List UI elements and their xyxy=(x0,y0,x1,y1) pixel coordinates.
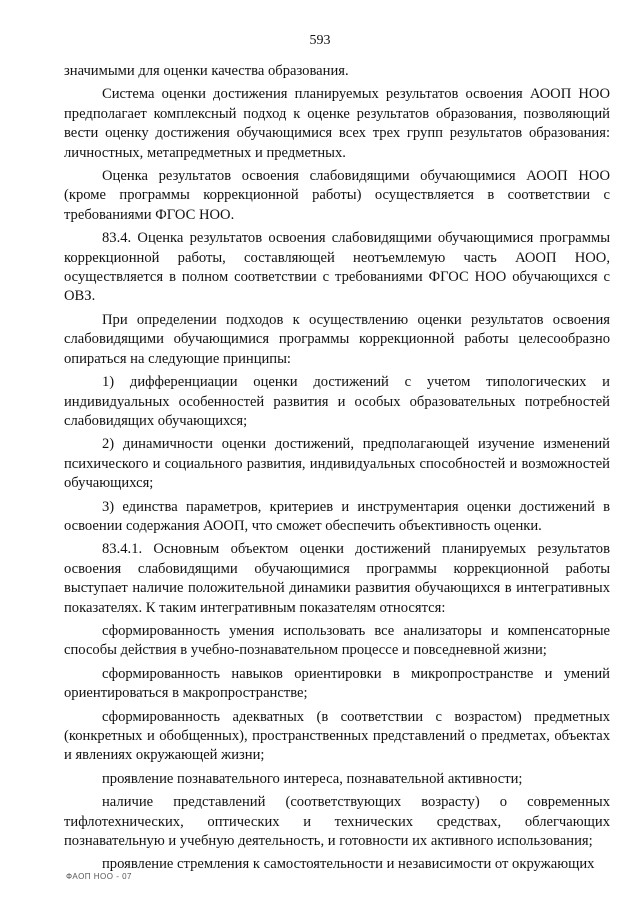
list-item: 1) дифференциации оценки достижений с учетом типологических и индивидуальных особенностей развития и особых образовательных потребностей слабовидящих обучающихся; xyxy=(64,374,610,429)
paragraph: Система оценки достижения планируемых результатов освоения АООП НОО предполагает комплексный подход к оценке результатов образования, позволяющий вести оценку достижения обучающимися всех трех групп результатов образования: личностных, метапредметных и предметных. xyxy=(64,86,610,161)
list-item: наличие представлений (соответствующих возрасту) о современных тифлотехнических, оптических и технических средствах, облегчающих познавательную и учебную деятельность, и готовности их активного использования; xyxy=(64,794,610,850)
page-number: 593 xyxy=(309,33,331,48)
page-footer: ФАОП НОО - 07 xyxy=(66,872,132,881)
paragraph: значимыми для оценки качества образования. xyxy=(64,63,349,79)
list-item: 3) единства параметров, критериев и инструментария оценки достижений в освоении содержания АООП, что сможет обеспечить объективность оценки. xyxy=(64,498,610,534)
paragraph: Оценка результатов освоения слабовидящими обучающимися АООП НОО (кроме программы коррекционной работы) осуществляется в соответствии с требованиями ФГОС НОО. xyxy=(64,168,610,223)
list-item: проявление стремления к самостоятельности и независимости от окружающих xyxy=(102,856,595,873)
paragraph: 83.4. Оценка результатов освоения слабовидящими обучающимися программы коррекционной работы, составляющей неотъемлемую часть АООП НОО, осуществляется в полном соответствии с требованиями ФГОС НОО обучающихся с ОВЗ. xyxy=(64,230,610,305)
list-item: сформированность умения использовать все анализаторы и компенсаторные способы действия в учебно-познавательном процессе и повседневной жизни; xyxy=(64,622,610,659)
list-item: сформированность адекватных (в соответствии с возрастом) предметных (конкретных и обобщенных), пространственных представлений о предметах, объектах и явлениях окружающей жизни; xyxy=(64,708,610,764)
list-item: 2) динамичности оценки достижений, предполагающей изучение изменений психического и социального развития, индивидуальных способностей и возможностей обучающихся; xyxy=(64,436,610,492)
list-item: сформированность навыков ориентировки в микропространстве и умений ориентироваться в макропространстве; xyxy=(64,665,610,702)
paragraph: 83.4.1. Основным объектом оценки достижений планируемых результатов освоения слабовидящими обучающимися программы коррекционной работы выступает наличие положительной динамики развития обучающихся в интегративных показателях. К таким интегративным показателям относятся: xyxy=(64,541,610,616)
list-item: проявление познавательного интереса, познавательной активности; xyxy=(102,770,523,787)
paragraph: При определении подходов к осуществлению оценки результатов освоения слабовидящими обучающимися программы коррекционной работы целесообразно опираться на следующие принципы: xyxy=(64,311,610,367)
document-body xyxy=(64,62,610,879)
